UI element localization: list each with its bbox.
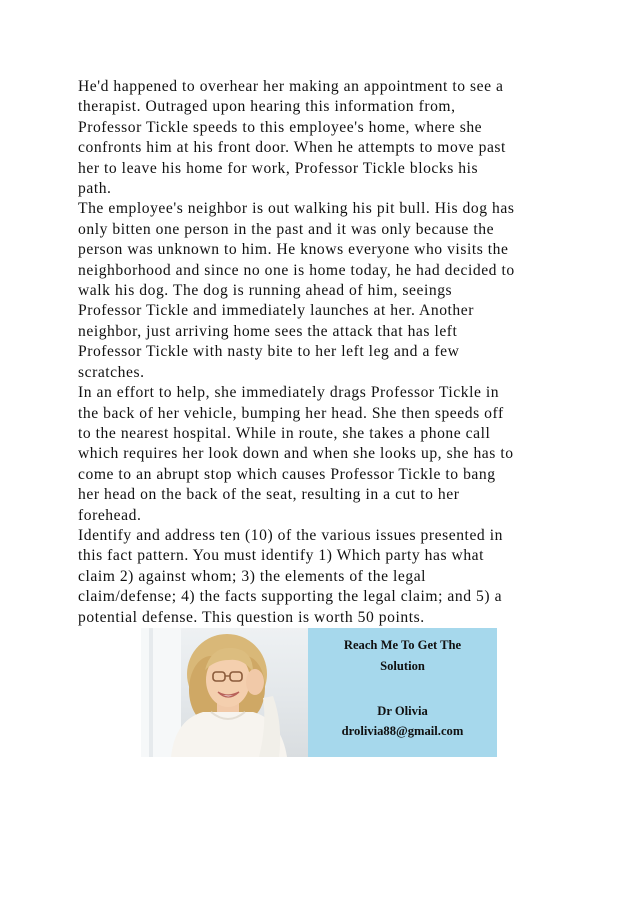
text-line: come to an abrupt stop which causes Professor Tickle to bang xyxy=(78,465,496,483)
text-line: walk his dog. The dog is running ahead of him, seeings xyxy=(78,282,453,300)
text-line: claim 2) against whom; 3) the elements of the legal xyxy=(78,567,427,585)
text-line: this fact pattern. You must identify 1) Which party has what xyxy=(78,547,485,565)
contact-banner xyxy=(141,628,497,757)
text-line: her to leave his home for work, Professor Tickle blocks his xyxy=(78,159,479,177)
text-line: Professor Tickle speeds to this employee's home, where she xyxy=(78,118,483,136)
text-line: which requires her look down and when she looks up, she has to xyxy=(78,445,514,463)
text-line: her head on the back of the seat, resulting in a cut to her xyxy=(78,486,460,504)
text-line: scratches. xyxy=(78,363,145,381)
text-line: the back of her vehicle, bumping her head. She then speeds off xyxy=(78,404,504,422)
text-line: only bitten one person in the past and it was only because the xyxy=(78,220,495,238)
text-line: Professor Tickle with nasty bite to her left leg and a few xyxy=(78,343,460,361)
text-line: claim/defense; 4) the facts supporting the legal claim; and 5) a xyxy=(78,588,503,606)
text-line: therapist. Outraged upon hearing this information from, xyxy=(78,98,456,116)
text-line: He'd happened to overhear her making an appointment to see a xyxy=(78,78,504,95)
text-line: path. xyxy=(78,180,112,198)
text-line: neighborhood and since no one is home today, he had decided to xyxy=(78,261,515,279)
text-line: The employee's neighbor is out walking his pit bull. His dog has xyxy=(78,200,515,218)
text-line: Identify and address ten (10) of the various issues presented in xyxy=(78,526,503,544)
text-line: In an effort to help, she immediately drags Professor Tickle in xyxy=(78,384,500,402)
contact-panel xyxy=(308,628,497,757)
woman-photo-illustration xyxy=(141,628,308,757)
contact-email: drolivia88@gmail.com xyxy=(341,724,464,738)
banner-headline: Reach Me To Get The xyxy=(343,638,462,652)
text-line: potential defense. This question is worth 50 points. xyxy=(78,608,425,626)
text-line: to the nearest hospital. While in route, she takes a phone call xyxy=(78,424,491,442)
text-line: forehead. xyxy=(78,506,142,524)
woman-photo xyxy=(141,628,308,757)
text-line: person was unknown to him. He knows everyone who visits the xyxy=(78,241,509,259)
fact-pattern-text xyxy=(78,77,578,628)
text-line: confronts him at his front door. When he attempts to move past xyxy=(78,139,506,157)
contact-name: Dr Olivia xyxy=(377,704,428,718)
text-line: Professor Tickle and immediately launches at her. Another xyxy=(78,302,474,320)
banner-headline-2: Solution xyxy=(380,659,425,673)
text-line: neighbor, just arriving home sees the attack that has left xyxy=(78,322,458,340)
